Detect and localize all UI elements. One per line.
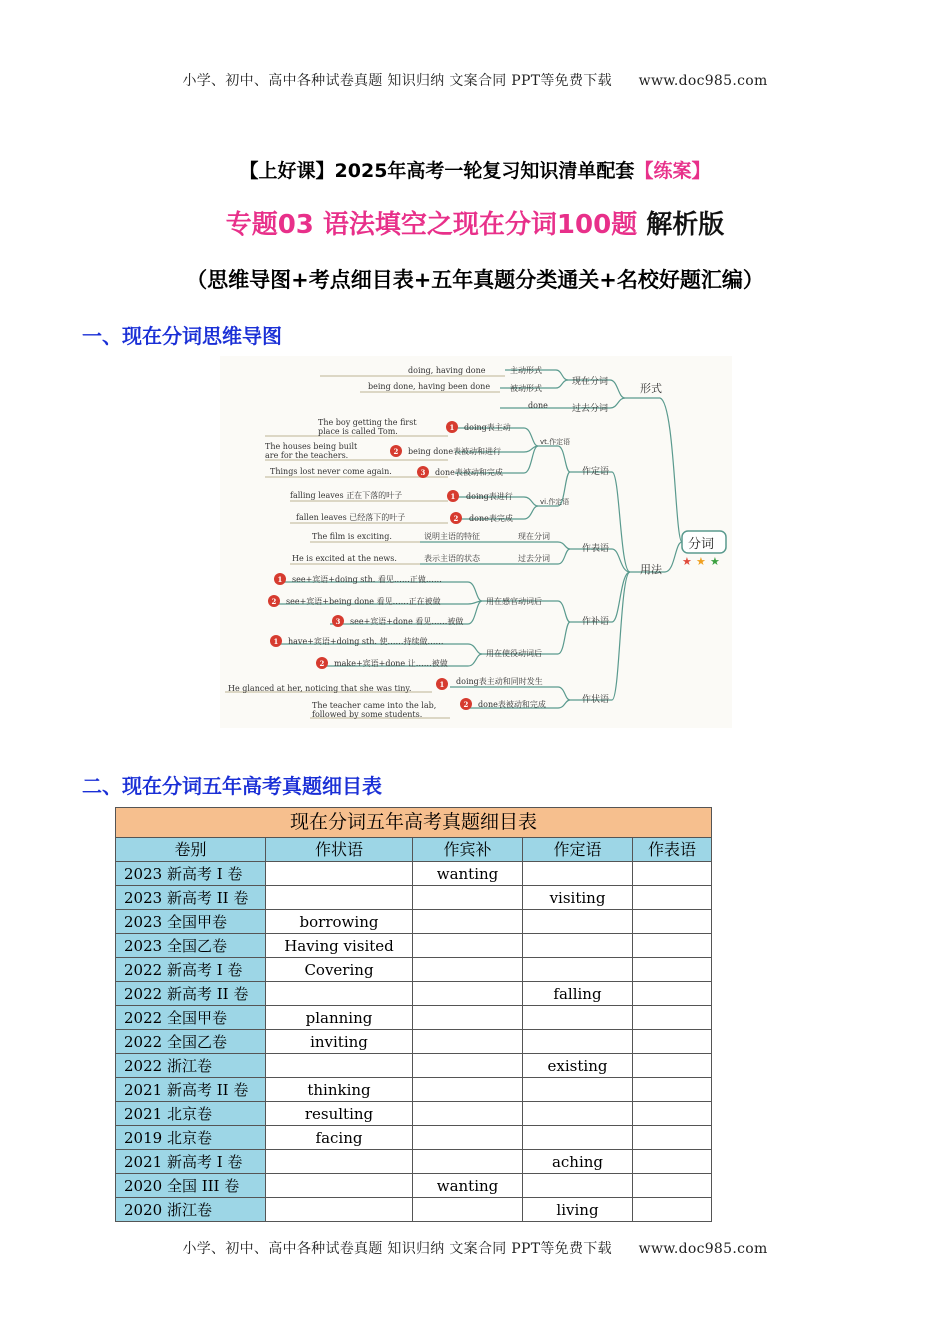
mindmap-sense: 用在感官动词后 (486, 597, 542, 606)
table-cell (413, 1078, 523, 1102)
title-edition: 解析版 (637, 210, 725, 240)
exam-detail-table (115, 807, 712, 1222)
number-1-icon: 1 (449, 423, 455, 432)
mindmap-feature: 说明主语的特征 (424, 532, 480, 541)
header-site-link[interactable]: www.doc985.com (638, 73, 768, 89)
table-cell (633, 1174, 712, 1198)
table-cell (266, 1054, 413, 1078)
mindmap-causative: 用在使役动词后 (486, 649, 542, 658)
column-header: 卷别 (116, 838, 266, 862)
mindmap-see2: see+宾语+being done 看见……正在被做 (286, 597, 441, 606)
mindmap-past: 过去分词 (572, 404, 609, 414)
table-cell (523, 958, 633, 982)
table-row (116, 1174, 712, 1198)
table-cell (413, 1198, 523, 1222)
number-3-icon: 3 (420, 468, 426, 477)
number-2-icon: 2 (271, 597, 277, 606)
mindmap-state: 表示主语的状态 (424, 554, 480, 563)
mindmap-passive-form: 被动形式 (510, 384, 542, 393)
mindmap-objc: 作补语 (582, 617, 610, 627)
table-cell (523, 1006, 633, 1030)
table-row (116, 982, 712, 1006)
table-row-label: 2023 新高考 I 卷 (116, 862, 266, 886)
table-cell (413, 1006, 523, 1030)
table-cell: Having visited (266, 934, 413, 958)
table-header-row (116, 838, 712, 862)
mindmap-present-2: 现在分词 (518, 532, 550, 541)
number-2-icon: 2 (453, 514, 459, 523)
table-row-label: 2020 全国 III 卷 (116, 1174, 266, 1198)
mindmap-ex-getting-b: place is called Tom. (318, 427, 398, 436)
table-row (116, 958, 712, 982)
table-cell: Covering (266, 958, 413, 982)
mindmap-doing-having: doing, having done (408, 366, 486, 375)
mindmap-present: 现在分词 (572, 377, 609, 387)
table-row-label: 2023 新高考 II 卷 (116, 886, 266, 910)
table-cell (266, 982, 413, 1006)
mindmap-ex-teacher-b: followed by some students. (312, 710, 423, 719)
table-row (116, 1198, 712, 1222)
table-row (116, 1006, 712, 1030)
table-row (116, 1078, 712, 1102)
table-cell (413, 958, 523, 982)
mindmap-pred: 作表语 (582, 544, 610, 554)
table-cell: visiting (523, 886, 633, 910)
table-cell (413, 910, 523, 934)
table-row (116, 1102, 712, 1126)
mindmap-form: 形式 (640, 382, 662, 395)
mindmap-ex-glanced: He glanced at her, noticing that she was tiny. (228, 684, 412, 693)
table-cell (633, 1006, 712, 1030)
table-row-label: 2022 全国甲卷 (116, 1006, 266, 1030)
number-1-icon: 1 (277, 575, 283, 584)
table-cell (266, 1174, 413, 1198)
table-cell (523, 934, 633, 958)
mindmap-adv: 作状语 (582, 695, 610, 705)
table-cell (266, 862, 413, 886)
table-row-label: 2023 全国甲卷 (116, 910, 266, 934)
mindmap-ex-excited: He is excited at the news. (292, 554, 397, 563)
table-cell (413, 1102, 523, 1126)
title-tag: 【练案】 (634, 160, 711, 182)
mindmap-ex-built-a: The houses being built (265, 442, 358, 451)
mindmap-fallen: fallen leaves 已经落下的叶子 (296, 513, 406, 522)
table-cell (266, 1198, 413, 1222)
table-row-label: 2022 全国乙卷 (116, 1030, 266, 1054)
table-cell (523, 910, 633, 934)
column-header: 作宾补 (413, 838, 523, 862)
column-header: 作表语 (633, 838, 712, 862)
table-cell: aching (523, 1150, 633, 1174)
mindmap-done-complete: done表完成 (469, 514, 513, 523)
table-cell: wanting (413, 1174, 523, 1198)
number-1-icon: 1 (439, 680, 445, 689)
section-heading-table: 二、现在分词五年高考真题细目表 (82, 774, 382, 798)
mindmap-doing-simul: doing表主动和同时发生 (456, 677, 543, 686)
table-caption: 现在分词五年高考真题细目表 (116, 808, 712, 838)
table-cell (523, 1030, 633, 1054)
mindmap-have1: have+宾语+doing sth. 使……持续做…… (288, 637, 444, 646)
mindmap-being-prog: being done表被动和进行 (408, 447, 502, 456)
table-row-label: 2022 浙江卷 (116, 1054, 266, 1078)
table-cell (633, 1126, 712, 1150)
star-icon: ★ (710, 555, 720, 568)
table-cell (413, 1150, 523, 1174)
table-row (116, 886, 712, 910)
table-row (116, 934, 712, 958)
table-row (116, 1126, 712, 1150)
column-header: 作状语 (266, 838, 413, 862)
mindmap-see3: see+宾语+done 看见……被做 (350, 617, 464, 626)
number-2-icon: 2 (463, 700, 469, 709)
table-cell (633, 862, 712, 886)
mindmap-doing-prog: doing表进行 (466, 492, 513, 501)
mindmap-usage: 用法 (640, 563, 662, 576)
table-row-label: 2021 北京卷 (116, 1102, 266, 1126)
table-cell (633, 1102, 712, 1126)
mindmap-doing-active: doing表主动 (464, 423, 511, 432)
table-cell (633, 886, 712, 910)
mindmap-root-label: 分词 (688, 537, 715, 552)
table-cell (633, 1030, 712, 1054)
table-cell (523, 1126, 633, 1150)
title-line-3: （思维导图+考点细目表+五年真题分类通关+名校好题汇编） (186, 268, 764, 292)
table-cell (413, 982, 523, 1006)
star-icon: ★ (682, 555, 692, 568)
table-cell: planning (266, 1006, 413, 1030)
table-cell (413, 934, 523, 958)
mindmap-attr: 作定语 (582, 467, 610, 477)
section-heading-mindmap: 一、现在分词思维导图 (82, 324, 282, 348)
table-cell (523, 862, 633, 886)
table-row-label: 2019 北京卷 (116, 1126, 266, 1150)
table-cell (633, 1150, 712, 1174)
table-cell: inviting (266, 1030, 413, 1054)
mindmap-being-done: being done, having been done (368, 382, 491, 391)
table-cell (633, 1054, 712, 1078)
table-cell: borrowing (266, 910, 413, 934)
table-cell (523, 1078, 633, 1102)
table-row (116, 1150, 712, 1174)
footer-text: 小学、初中、高中各种试卷真题 知识归纳 文案合同 PPT等免费下载 (182, 1241, 612, 1257)
mindmap-done: done (528, 401, 548, 410)
star-icon: ★ (696, 555, 706, 568)
mindmap-ex-lost: Things lost never come again. (270, 467, 392, 476)
table-row-label: 2022 新高考 I 卷 (116, 958, 266, 982)
table-row (116, 862, 712, 886)
mindmap-ex-getting-a: The boy getting the first (318, 418, 417, 427)
mindmap-make1: make+宾语+done 让……被做 (334, 659, 448, 668)
table-cell (633, 910, 712, 934)
mindmap-done-passive: done表被动和完成 (435, 468, 503, 477)
mindmap-see1: see+宾语+doing sth. 看见……正做…… (292, 575, 442, 584)
table-cell (523, 1102, 633, 1126)
table-cell (266, 886, 413, 910)
table-cell (413, 1126, 523, 1150)
number-3-icon: 3 (335, 617, 341, 626)
title-topic: 专题03 语法填空之现在分词100题 (225, 210, 638, 240)
table-cell (413, 1054, 523, 1078)
number-2-icon: 2 (319, 659, 325, 668)
table-cell (413, 1030, 523, 1054)
table-cell (633, 1078, 712, 1102)
table-cell (633, 934, 712, 958)
table-row-label: 2020 浙江卷 (116, 1198, 266, 1222)
mindmap-past-2: 过去分词 (518, 554, 550, 563)
mindmap-ex-exciting: The film is exciting. (312, 532, 392, 541)
table-cell (266, 1150, 413, 1174)
table-cell (523, 1174, 633, 1198)
mindmap-done-pc: done表被动和完成 (478, 700, 546, 709)
table-row (116, 1054, 712, 1078)
table-row-label: 2022 新高考 II 卷 (116, 982, 266, 1006)
mindmap-active-form: 主动形式 (510, 366, 542, 375)
table-cell: wanting (413, 862, 523, 886)
column-header: 作定语 (523, 838, 633, 862)
table-cell: existing (523, 1054, 633, 1078)
table-cell (633, 982, 712, 1006)
title-line-1 (0, 156, 950, 183)
table-cell: thinking (266, 1078, 413, 1102)
mindmap-falling: falling leaves 正在下落的叶子 (290, 491, 403, 500)
number-1-icon: 1 (450, 492, 456, 501)
table-cell: facing (266, 1126, 413, 1150)
table-row-label: 2023 全国乙卷 (116, 934, 266, 958)
footer-site-link[interactable]: www.doc985.com (638, 1241, 768, 1257)
mind-map (220, 356, 732, 728)
page-header (0, 70, 950, 90)
header-text: 小学、初中、高中各种试卷真题 知识归纳 文案合同 PPT等免费下载 (182, 73, 612, 89)
table-cell (633, 958, 712, 982)
title-series: 【上好课】2025年高考一轮复习知识清单配套 (239, 160, 635, 182)
table-cell: falling (523, 982, 633, 1006)
table-cell: living (523, 1198, 633, 1222)
table-cell (413, 886, 523, 910)
table-row-label: 2021 新高考 I 卷 (116, 1150, 266, 1174)
table-row-label: 2021 新高考 II 卷 (116, 1078, 266, 1102)
table-row (116, 1030, 712, 1054)
page-footer (0, 1238, 950, 1258)
title-line-2 (0, 204, 950, 241)
mindmap-ex-built-b: are for the teachers. (265, 451, 349, 460)
table-cell: resulting (266, 1102, 413, 1126)
number-1-icon: 1 (273, 637, 279, 646)
table-cell (633, 1198, 712, 1222)
mindmap-ex-teacher-a: The teacher came into the lab, (312, 701, 437, 710)
table-row (116, 910, 712, 934)
number-2-icon: 2 (393, 447, 399, 456)
mindmap-vi-attr: vi.作定语 (540, 498, 570, 506)
mindmap-vt-attr: vt.作定语 (540, 438, 571, 446)
